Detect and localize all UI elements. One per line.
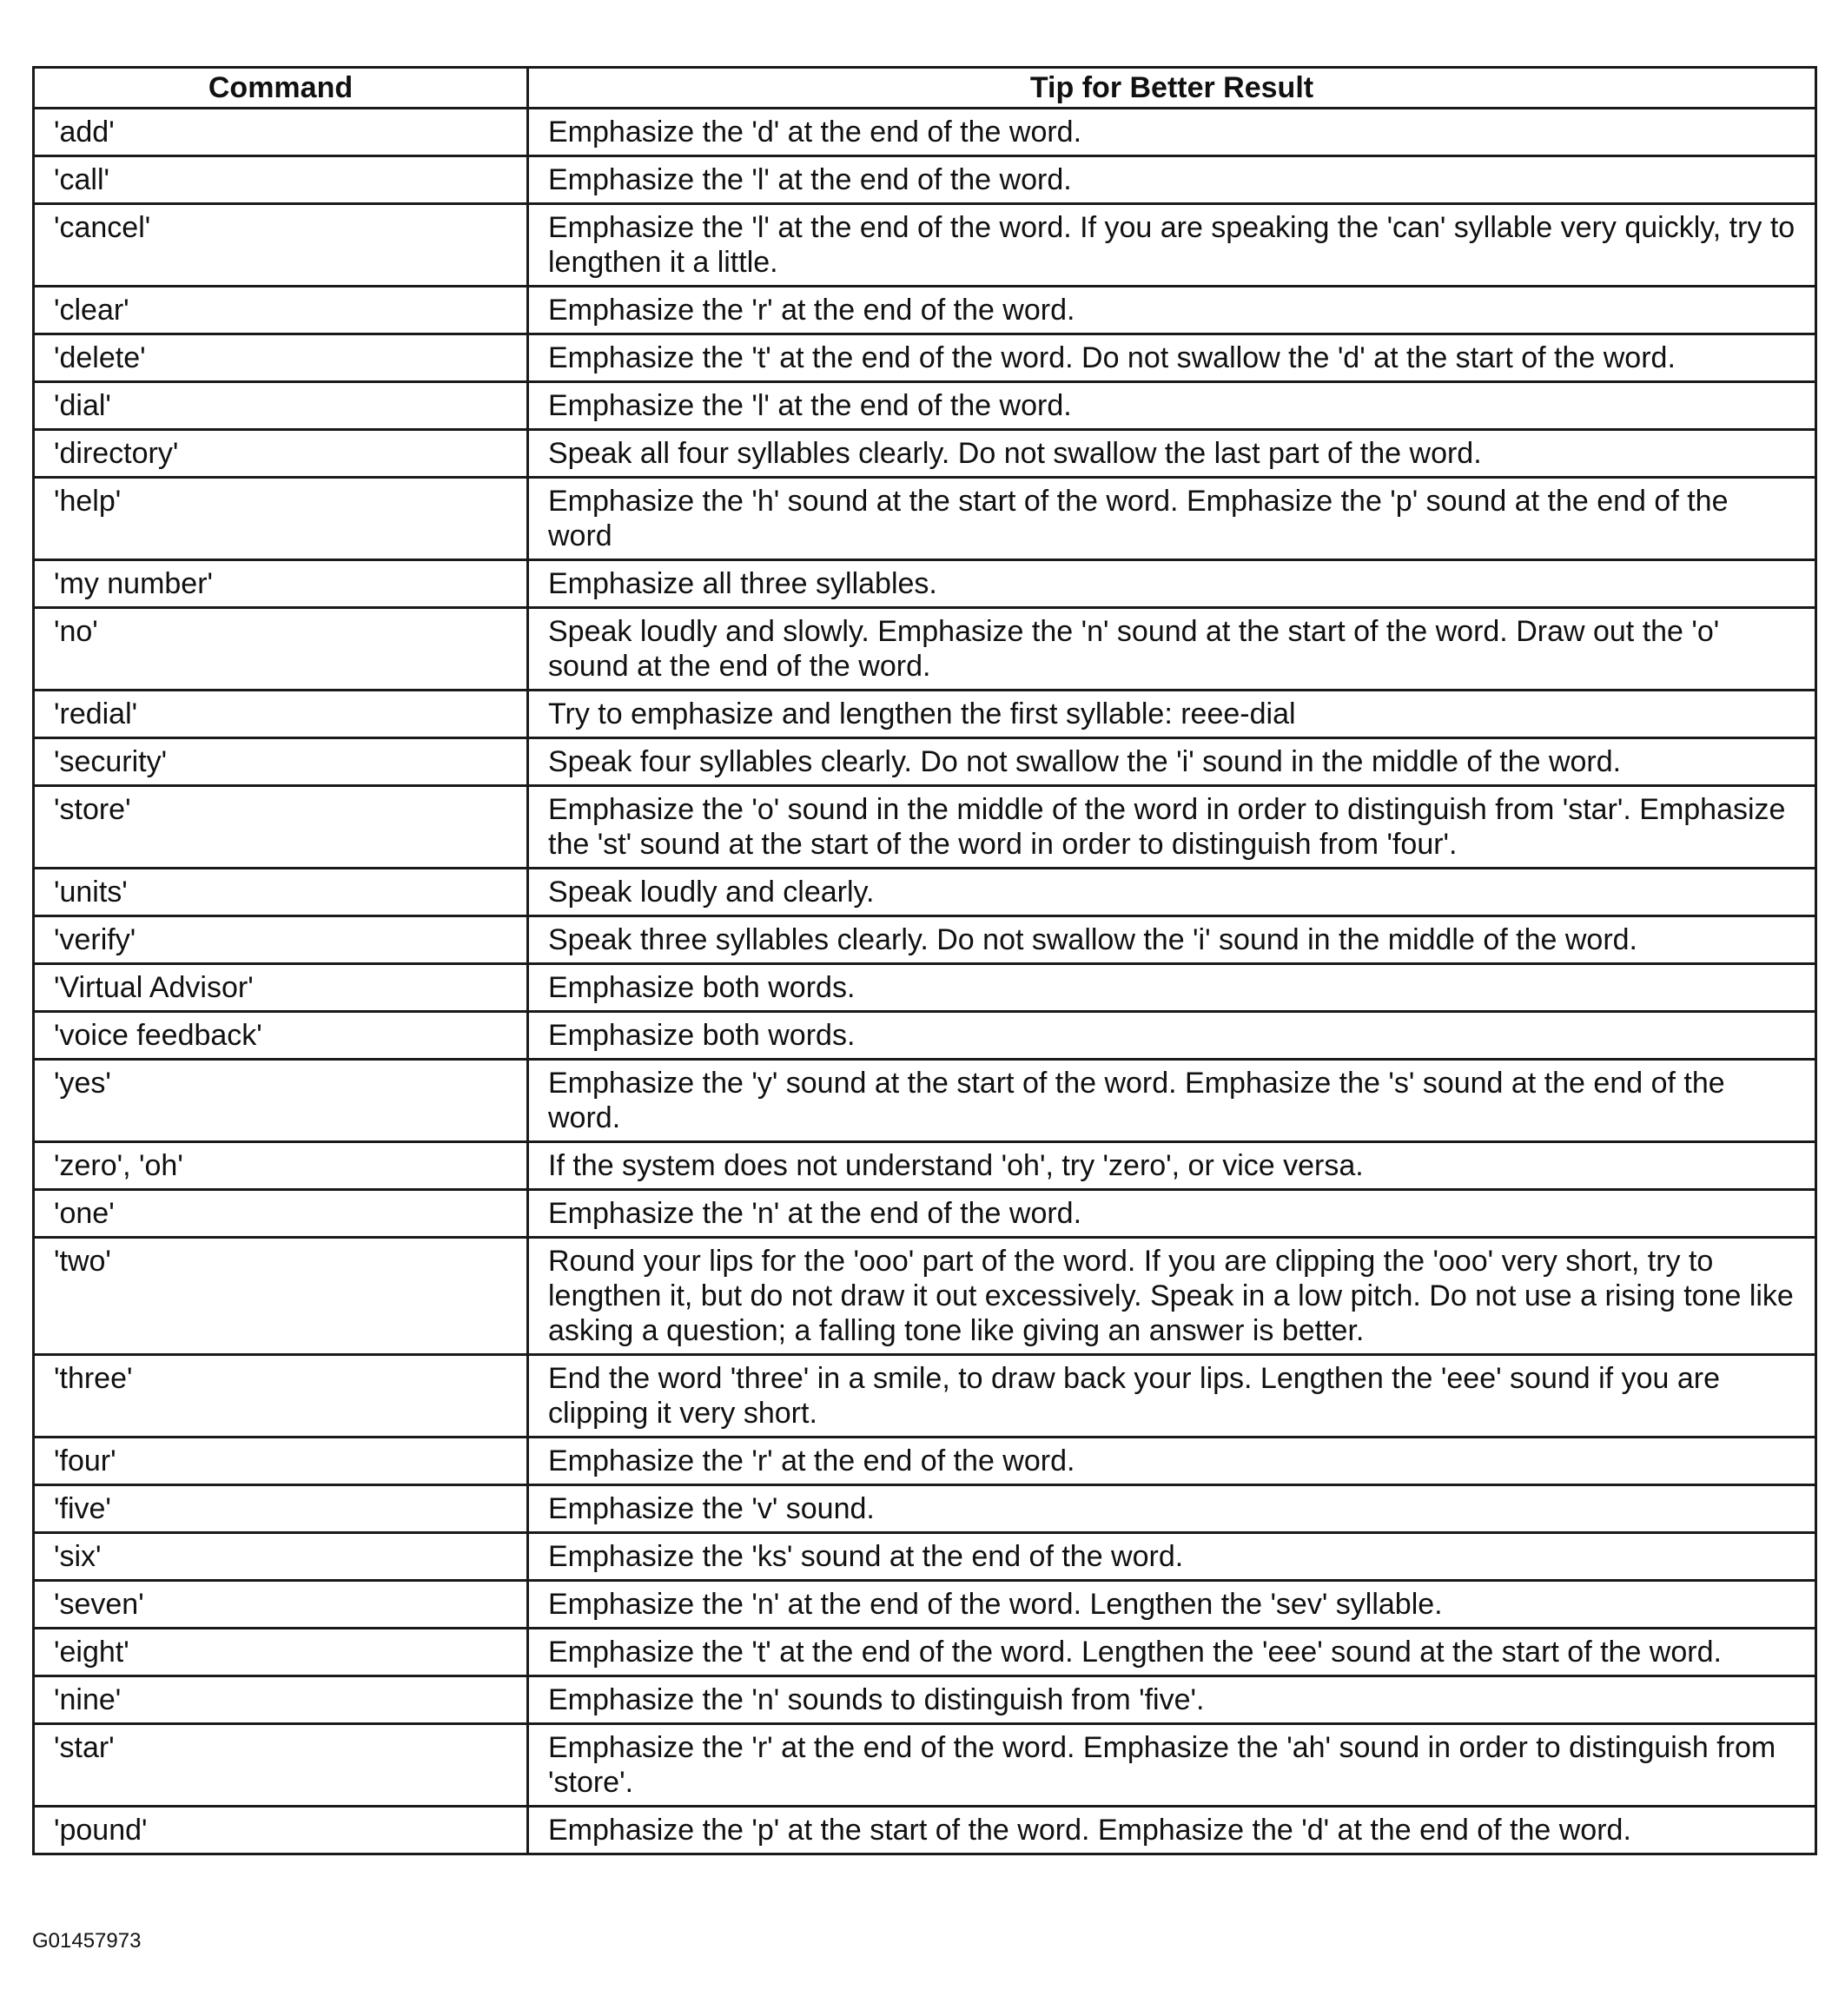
tip-cell: Emphasize the 'r' at the end of the word. bbox=[528, 287, 1816, 334]
table-row bbox=[34, 1581, 1816, 1629]
command-cell: 'four' bbox=[34, 1438, 528, 1485]
table-row bbox=[34, 109, 1816, 156]
table-row bbox=[34, 1238, 1816, 1355]
tip-cell: Emphasize the 'p' at the start of the word. Emphasize the 'd' at the end of the word. bbox=[528, 1807, 1816, 1854]
table-row bbox=[34, 478, 1816, 560]
tip-cell: Emphasize the 'd' at the end of the word. bbox=[528, 109, 1816, 156]
tip-cell: Speak loudly and slowly. Emphasize the 'n' sound at the start of the word. Draw out the 'o' sound at the end of the word. bbox=[528, 608, 1816, 691]
table-row bbox=[34, 1629, 1816, 1676]
tip-cell: Emphasize the 'n' sounds to distinguish from 'five'. bbox=[528, 1676, 1816, 1724]
command-cell: 'delete' bbox=[34, 334, 528, 382]
tip-cell: Emphasize all three syllables. bbox=[528, 560, 1816, 608]
table-row bbox=[34, 430, 1816, 478]
command-cell: 'security' bbox=[34, 738, 528, 786]
command-cell: 'voice feedback' bbox=[34, 1012, 528, 1060]
table-row bbox=[34, 382, 1816, 430]
tip-cell: Emphasize the 'r' at the end of the word. Emphasize the 'ah' sound in order to distinguish from 'store'. bbox=[528, 1724, 1816, 1807]
tip-cell: Emphasize the 'n' at the end of the word. Lengthen the 'sev' syllable. bbox=[528, 1581, 1816, 1629]
table-row bbox=[34, 1724, 1816, 1807]
command-cell: 'pound' bbox=[34, 1807, 528, 1854]
command-cell: 'seven' bbox=[34, 1581, 528, 1629]
tip-cell: Emphasize both words. bbox=[528, 1012, 1816, 1060]
table-row bbox=[34, 1676, 1816, 1724]
command-cell: 'no' bbox=[34, 608, 528, 691]
table-row bbox=[34, 1012, 1816, 1060]
tip-cell: Speak four syllables clearly. Do not swallow the 'i' sound in the middle of the word. bbox=[528, 738, 1816, 786]
command-cell: 'add' bbox=[34, 109, 528, 156]
command-cell: 'call' bbox=[34, 156, 528, 204]
table-row bbox=[34, 1355, 1816, 1438]
table-row bbox=[34, 287, 1816, 334]
tip-cell: Emphasize the 'o' sound in the middle of the word in order to distinguish from 'star'. Emphasize the 'st' sound at the start of the word in order to distinguish from 'four'. bbox=[528, 786, 1816, 869]
command-cell: 'two' bbox=[34, 1238, 528, 1355]
tip-cell: Emphasize the 'l' at the end of the word. bbox=[528, 382, 1816, 430]
table-row bbox=[34, 786, 1816, 869]
command-cell: 'yes' bbox=[34, 1060, 528, 1142]
tip-cell: Emphasize the 't' at the end of the word. Do not swallow the 'd' at the start of the word. bbox=[528, 334, 1816, 382]
tip-cell: Emphasize both words. bbox=[528, 964, 1816, 1012]
tip-cell: Speak all four syllables clearly. Do not swallow the last part of the word. bbox=[528, 430, 1816, 478]
table-row bbox=[34, 156, 1816, 204]
tip-cell: Emphasize the 'ks' sound at the end of the word. bbox=[528, 1533, 1816, 1581]
command-cell: 'Virtual Advisor' bbox=[34, 964, 528, 1012]
tip-column-header: Tip for Better Result bbox=[528, 68, 1816, 109]
command-cell: 'star' bbox=[34, 1724, 528, 1807]
command-cell: 'cancel' bbox=[34, 204, 528, 287]
command-cell: 'dial' bbox=[34, 382, 528, 430]
command-cell: 'one' bbox=[34, 1190, 528, 1238]
table-row bbox=[34, 1485, 1816, 1533]
voice-command-tips-table bbox=[32, 66, 1817, 1855]
table-row bbox=[34, 1060, 1816, 1142]
tip-cell: Emphasize the 'y' sound at the start of the word. Emphasize the 's' sound at the end of the word. bbox=[528, 1060, 1816, 1142]
table-header-row bbox=[34, 68, 1816, 109]
command-cell: 'units' bbox=[34, 869, 528, 916]
command-cell: 'zero', 'oh' bbox=[34, 1142, 528, 1190]
table-row bbox=[34, 1142, 1816, 1190]
command-cell: 'five' bbox=[34, 1485, 528, 1533]
command-cell: 'store' bbox=[34, 786, 528, 869]
table-row bbox=[34, 869, 1816, 916]
command-cell: 'verify' bbox=[34, 916, 528, 964]
table-row bbox=[34, 608, 1816, 691]
tip-cell: Speak three syllables clearly. Do not swallow the 'i' sound in the middle of the word. bbox=[528, 916, 1816, 964]
command-cell: 'eight' bbox=[34, 1629, 528, 1676]
tip-cell: Emphasize the 'n' at the end of the word. bbox=[528, 1190, 1816, 1238]
command-cell: 'three' bbox=[34, 1355, 528, 1438]
tip-cell: Emphasize the 'h' sound at the start of the word. Emphasize the 'p' sound at the end of the word bbox=[528, 478, 1816, 560]
table-body bbox=[34, 109, 1816, 1854]
table-row bbox=[34, 334, 1816, 382]
figure-id: G01457973 bbox=[32, 1929, 142, 1953]
command-cell: 'directory' bbox=[34, 430, 528, 478]
command-cell: 'nine' bbox=[34, 1676, 528, 1724]
tip-cell: Emphasize the 'v' sound. bbox=[528, 1485, 1816, 1533]
tip-cell: Emphasize the 't' at the end of the word. Lengthen the 'eee' sound at the start of the word. bbox=[528, 1629, 1816, 1676]
tip-cell: Speak loudly and clearly. bbox=[528, 869, 1816, 916]
command-cell: 'my number' bbox=[34, 560, 528, 608]
command-cell: 'clear' bbox=[34, 287, 528, 334]
table-row bbox=[34, 1438, 1816, 1485]
command-cell: 'six' bbox=[34, 1533, 528, 1581]
tip-cell: Emphasize the 'l' at the end of the word. bbox=[528, 156, 1816, 204]
tip-cell: Try to emphasize and lengthen the first syllable: reee-dial bbox=[528, 691, 1816, 738]
tip-cell: If the system does not understand 'oh', try 'zero', or vice versa. bbox=[528, 1142, 1816, 1190]
table-row bbox=[34, 1807, 1816, 1854]
table-row bbox=[34, 560, 1816, 608]
table-row bbox=[34, 738, 1816, 786]
table-row bbox=[34, 1190, 1816, 1238]
table-row bbox=[34, 691, 1816, 738]
tip-cell: Round your lips for the 'ooo' part of the word. If you are clipping the 'ooo' very short, try to lengthen it, but do not draw it out excessively. Speak in a low pitch. Do not use a rising tone like asking a question; a falling tone like giving an answer is better. bbox=[528, 1238, 1816, 1355]
command-cell: 'redial' bbox=[34, 691, 528, 738]
tip-cell: Emphasize the 'l' at the end of the word. If you are speaking the 'can' syllable very quickly, try to lengthen it a little. bbox=[528, 204, 1816, 287]
command-cell: 'help' bbox=[34, 478, 528, 560]
tip-cell: Emphasize the 'r' at the end of the word. bbox=[528, 1438, 1816, 1485]
tip-cell: End the word 'three' in a smile, to draw back your lips. Lengthen the 'eee' sound if you are clipping it very short. bbox=[528, 1355, 1816, 1438]
table-row bbox=[34, 204, 1816, 287]
table-row bbox=[34, 1533, 1816, 1581]
table-row bbox=[34, 916, 1816, 964]
table-row bbox=[34, 964, 1816, 1012]
command-column-header: Command bbox=[34, 68, 528, 109]
